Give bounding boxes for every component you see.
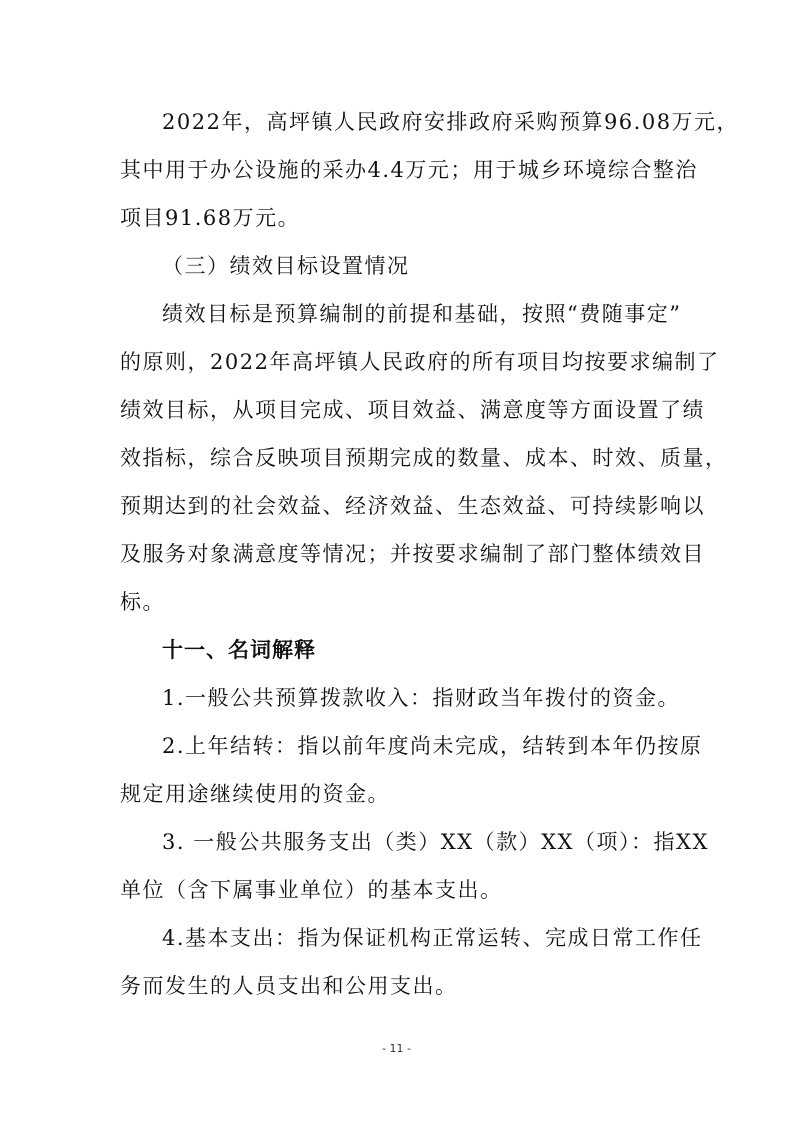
performance-paragraph-line-1: 绩效目标是预算编制的前提和基础，按照“费随事定”: [162, 302, 682, 326]
glossary-item-3: 3. 一般公共服务支出（类）XX（款）XX（项）：指XX: [162, 830, 709, 854]
page-number: - 11 -: [382, 1042, 411, 1055]
performance-section-heading: （三）绩效目标设置情况: [162, 254, 410, 278]
glossary-section-heading: 十一、名词解释: [162, 638, 316, 662]
performance-paragraph-line-5: 预期达到的社会效益、经济效益、生态效益、可持续影响以: [120, 494, 705, 518]
glossary-item-4-continued: 务而发生的人员支出和公用支出。: [120, 974, 458, 998]
performance-paragraph-line-2: 的原则，2022年高坪镇人民政府的所有项目均按要求编制了: [120, 350, 720, 374]
performance-paragraph-line-6: 及服务对象满意度等情况；并按要求编制了部门整体绩效目: [120, 542, 705, 566]
glossary-item-2: 2.上年结转：指以前年度尚未完成，结转到本年仍按原: [162, 734, 703, 758]
glossary-item-1: 1.一般公共预算拨款收入：指财政当年拨付的资金。: [162, 686, 681, 710]
glossary-item-3-continued: 单位（含下属事业单位）的基本支出。: [120, 878, 503, 902]
glossary-item-4: 4.基本支出：指为保证机构正常运转、完成日常工作任: [162, 926, 703, 950]
performance-paragraph-line-4: 效指标，综合反映项目预期完成的数量、成本、时效、质量，: [120, 446, 728, 470]
budget-paragraph-line-3: 项目91.68万元。: [120, 206, 301, 230]
budget-paragraph-line-2: 其中用于办公设施的采办4.4万元；用于城乡环境综合整治: [120, 158, 698, 182]
budget-paragraph-line-1: 2022年，高坪镇人民政府安排政府采购预算96.08万元，: [162, 110, 740, 134]
performance-paragraph-line-3: 绩效目标，从项目完成、项目效益、满意度等方面设置了绩: [120, 398, 705, 422]
performance-paragraph-line-7: 标。: [120, 590, 165, 614]
glossary-item-2-continued: 规定用途继续使用的资金。: [120, 782, 390, 806]
